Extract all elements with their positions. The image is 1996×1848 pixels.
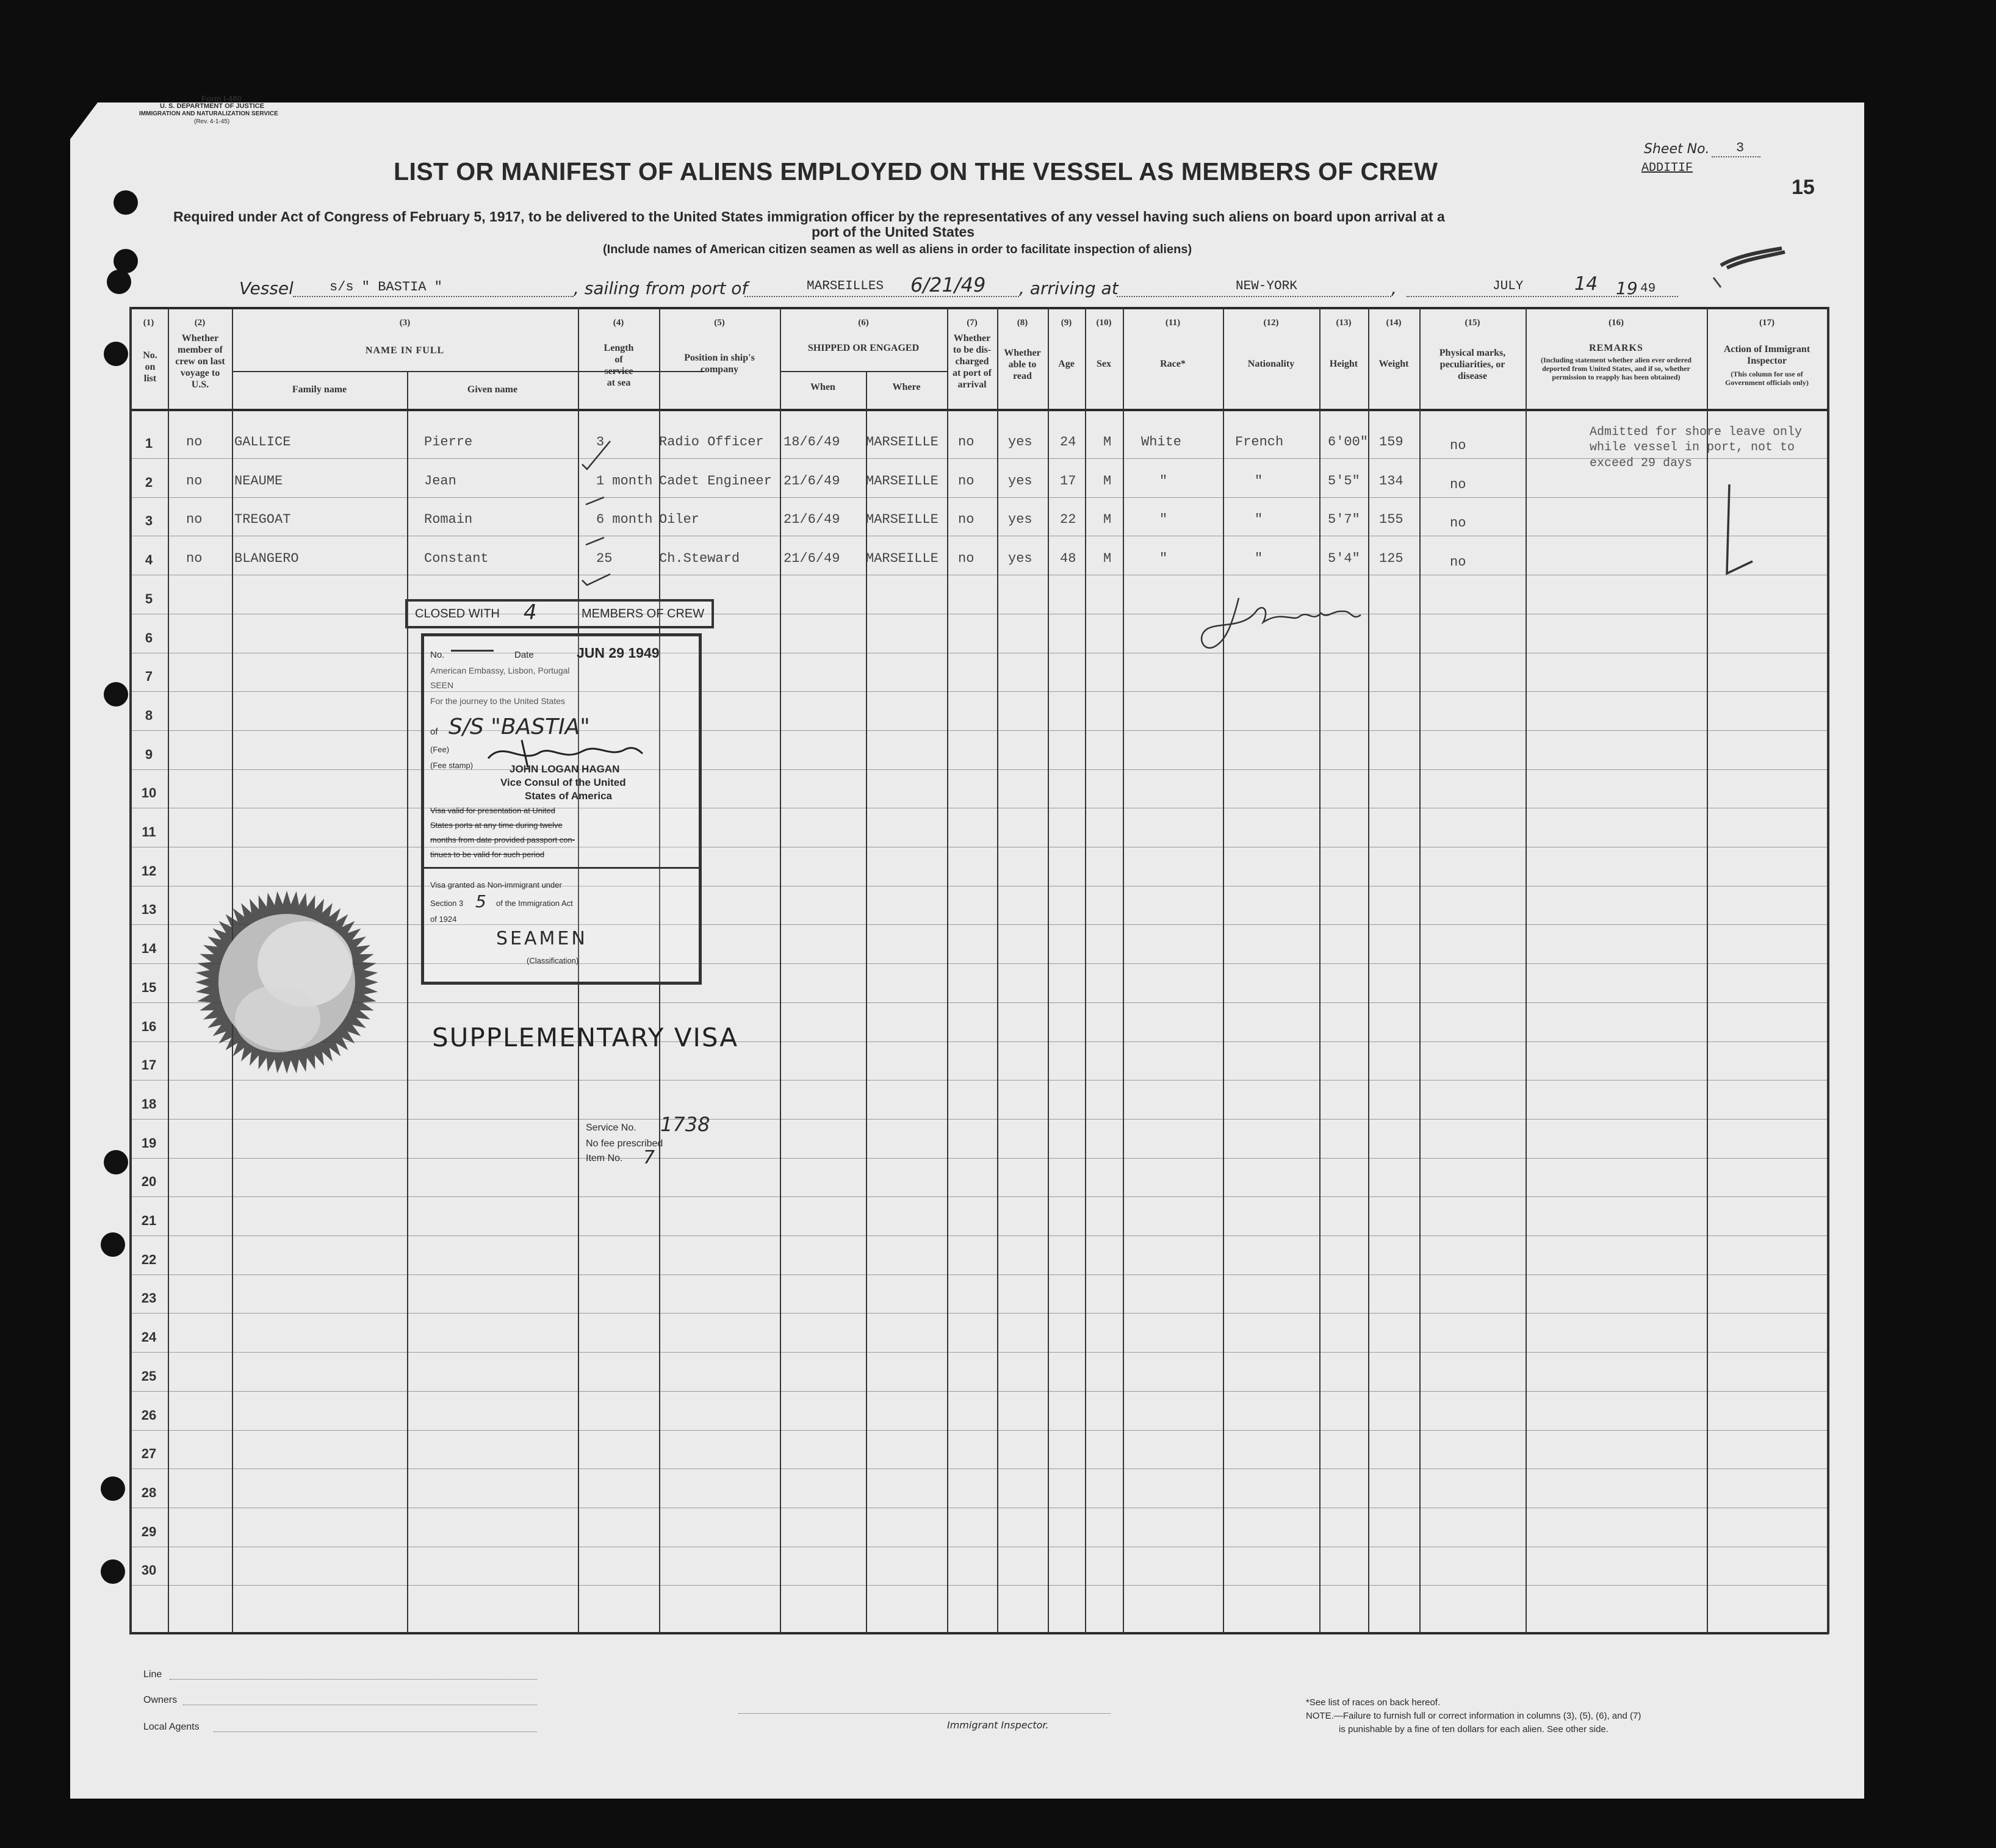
supplementary-visa: SUPPLEMENTARY VISA bbox=[432, 1023, 739, 1052]
row-number: 25 bbox=[141, 1368, 157, 1384]
crew-length-of-service: 6 month bbox=[596, 512, 653, 528]
additif-mark: ADDITIF bbox=[1641, 161, 1693, 175]
visa-valid-4: tinues to be valid for such period bbox=[430, 850, 545, 859]
crew-shipped-when: 21/6/49 bbox=[784, 473, 840, 489]
item-value: 7 bbox=[643, 1147, 655, 1168]
table-bottom-rule bbox=[129, 1632, 1829, 1634]
crew-given-name: Pierre bbox=[424, 434, 473, 450]
table-top-rule bbox=[129, 307, 1829, 309]
crew-discharged: no bbox=[958, 551, 975, 567]
col-num: (11) bbox=[1165, 318, 1181, 328]
remarks-stamp-line-3: exceed 29 days bbox=[1590, 456, 1693, 470]
service-value: 1738 bbox=[660, 1113, 710, 1136]
crew-able-to-read: yes bbox=[1008, 473, 1032, 489]
consul-country: States of America bbox=[525, 790, 612, 802]
port-value: MARSEILLES bbox=[807, 279, 884, 293]
row-rule bbox=[129, 1235, 1829, 1236]
subheader-rule-shipped bbox=[780, 371, 947, 372]
header-last-voyage: Whether member of crew on last voyage to U.S. bbox=[175, 333, 225, 390]
col-divider bbox=[1707, 307, 1708, 1634]
row-number: 7 bbox=[145, 669, 153, 685]
checkmark-marks bbox=[580, 436, 653, 589]
crew-physical-marks: no bbox=[1450, 476, 1466, 492]
crew-given-name: Romain bbox=[424, 512, 473, 528]
col-num: (16) bbox=[1609, 318, 1624, 328]
row-number: 9 bbox=[145, 746, 153, 762]
crew-sex: M bbox=[1103, 434, 1112, 450]
crew-nationality: " bbox=[1255, 473, 1263, 489]
visa-embassy: American Embassy, Lisbon, Portugal bbox=[430, 666, 570, 675]
footer-owners-label: Owners bbox=[143, 1695, 178, 1705]
col-divider bbox=[1123, 307, 1124, 1634]
sheet-label: Sheet No. bbox=[1644, 142, 1710, 157]
vessel-value: s/s " BASTIA " bbox=[330, 279, 442, 295]
port-date-handwritten: 6/21/49 bbox=[910, 273, 986, 297]
row-number: 29 bbox=[141, 1523, 157, 1539]
header-age: Age bbox=[1058, 359, 1075, 369]
crew-age: 48 bbox=[1060, 551, 1076, 567]
row-number: 10 bbox=[141, 785, 157, 801]
sheet-value: 3 bbox=[1736, 140, 1745, 156]
row-number: 23 bbox=[141, 1290, 157, 1306]
visa-granted-1: Visa granted as Non-immigrant under bbox=[430, 880, 562, 890]
crew-position: Ch.Steward bbox=[659, 551, 740, 567]
row-rule bbox=[129, 1158, 1829, 1159]
crew-shipped-when: 18/6/49 bbox=[784, 434, 840, 450]
row-number: 20 bbox=[141, 1174, 157, 1190]
header-where: Where bbox=[892, 382, 921, 392]
agency-line-2: IMMIGRATION AND NATURALIZATION SERVICE bbox=[139, 110, 278, 117]
visa-date-label: Date bbox=[514, 650, 534, 660]
date-comma: , bbox=[1391, 278, 1397, 298]
col-num: (17) bbox=[1759, 318, 1774, 328]
row-rule bbox=[129, 1430, 1829, 1431]
crew-weight: 159 bbox=[1379, 434, 1403, 450]
row-number: 12 bbox=[141, 863, 157, 879]
col-divider bbox=[1368, 307, 1369, 1634]
col-num: (13) bbox=[1336, 318, 1352, 328]
row-number: 26 bbox=[141, 1407, 157, 1423]
col-num: (8) bbox=[1017, 318, 1028, 328]
subtitle-requirement: Required under Act of Congress of February 5, 1917, to be delivered to the United States immigration officer by the representatives of any vessel having such aliens on board upon arrival at a bbox=[173, 209, 1445, 225]
visa-date-value: JUN 29 1949 bbox=[577, 645, 660, 661]
row-number: 2 bbox=[145, 474, 153, 490]
crew-race: White bbox=[1141, 434, 1182, 450]
vessel-underline bbox=[293, 296, 574, 297]
crew-physical-marks: no bbox=[1450, 516, 1466, 531]
form-number: Form I-480 bbox=[201, 94, 242, 103]
header-when: When bbox=[810, 382, 835, 392]
punch-hole bbox=[104, 1150, 128, 1174]
visa-granted-3: of the Immigration Act bbox=[496, 899, 573, 908]
closed-with-stamp bbox=[405, 599, 714, 628]
col-divider bbox=[168, 307, 169, 1634]
crew-family-name: NEAUME bbox=[234, 473, 283, 489]
footer-note-races: *See list of races on back hereof. bbox=[1306, 1697, 1441, 1708]
sheet-underline bbox=[1712, 156, 1760, 157]
visa-vessel-handwritten: S/S "BASTIA" bbox=[449, 714, 590, 739]
form-revision: (Rev. 4-1-45) bbox=[194, 118, 230, 125]
col-num: (12) bbox=[1263, 318, 1279, 328]
crew-able-to-read: yes bbox=[1008, 551, 1032, 567]
visa-granted-2: Section 3 bbox=[430, 899, 464, 908]
row-number: 11 bbox=[142, 824, 156, 840]
visa-classification-label: (Classification) bbox=[527, 956, 579, 965]
crew-race: " bbox=[1159, 473, 1168, 489]
closed-with-prefix: CLOSED WITH bbox=[415, 607, 500, 620]
visa-valid-1: Visa valid for presentation at United bbox=[430, 806, 555, 815]
crew-shipped-where: MARSEILLE bbox=[866, 434, 939, 450]
visa-granted-4: of 1924 bbox=[430, 915, 457, 924]
crew-discharged: no bbox=[958, 512, 975, 528]
crew-weight: 155 bbox=[1379, 512, 1403, 528]
row-number: 16 bbox=[141, 1018, 157, 1034]
closed-with-count: 4 bbox=[524, 600, 537, 625]
header-physical-marks: Physical marks, peculiarities, or disease bbox=[1439, 348, 1506, 381]
crew-position: Oiler bbox=[659, 512, 700, 528]
header-given-name: Given name bbox=[467, 384, 518, 395]
header-race: Race* bbox=[1160, 359, 1186, 369]
crew-given-name: Constant bbox=[424, 551, 489, 567]
col-divider bbox=[1419, 307, 1421, 1634]
crew-height: 6'00" bbox=[1328, 434, 1369, 450]
row-rule bbox=[129, 497, 1829, 498]
inspector-signature bbox=[1196, 586, 1391, 677]
crew-sex: M bbox=[1103, 473, 1112, 489]
row-number: 18 bbox=[141, 1096, 157, 1112]
footer-line-label: Line bbox=[143, 1669, 162, 1680]
col-divider bbox=[1319, 307, 1320, 1634]
header-inspector-note: (This column for use of Government officials only) bbox=[1725, 370, 1809, 387]
crew-shipped-where: MARSEILLE bbox=[866, 551, 939, 567]
row-rule bbox=[129, 730, 1829, 731]
header-remarks: REMARKS bbox=[1589, 343, 1643, 353]
item-label: Item No. bbox=[586, 1153, 623, 1163]
header-no-on-list: No. on list bbox=[143, 350, 157, 384]
header-nationality: Nationality bbox=[1247, 359, 1295, 369]
row-number: 24 bbox=[141, 1329, 157, 1345]
header-name-in-full: NAME IN FULL bbox=[365, 345, 445, 356]
consul-name: JOHN LOGAN HAGAN bbox=[510, 763, 620, 775]
punch-hole bbox=[101, 1559, 125, 1584]
row-rule bbox=[129, 1313, 1829, 1314]
arrival-year-prefix: 19 bbox=[1616, 278, 1638, 298]
crew-discharged: no bbox=[958, 434, 975, 450]
arriving-label: , arriving at bbox=[1019, 278, 1119, 298]
crew-shipped-where: MARSEILLE bbox=[866, 473, 939, 489]
punch-hole bbox=[104, 682, 128, 706]
crew-shipped-when: 21/6/49 bbox=[784, 551, 840, 567]
header-height: Height bbox=[1329, 359, 1358, 369]
visa-of: of bbox=[430, 727, 438, 737]
crew-race: " bbox=[1159, 551, 1168, 567]
row-rule bbox=[129, 1352, 1829, 1353]
no-fee-line: No fee prescribed bbox=[586, 1138, 663, 1149]
crew-position: Cadet Engineer bbox=[659, 473, 772, 489]
col-num: (9) bbox=[1061, 318, 1072, 328]
crew-height: 5'4" bbox=[1328, 551, 1360, 567]
header-position: Position in ship's company bbox=[684, 353, 755, 375]
crew-position: Radio Officer bbox=[659, 434, 764, 450]
remarks-stamp-line-2: while vessel in port, not to bbox=[1590, 440, 1795, 455]
row-number: 13 bbox=[141, 902, 157, 918]
crew-last-voyage: no bbox=[186, 551, 203, 567]
crew-length-of-service: 3 bbox=[596, 434, 605, 450]
footer-note-fine: NOTE.—Failure to furnish full or correct information in columns (3), (5), (6), and (7) bbox=[1306, 1711, 1641, 1721]
crew-able-to-read: yes bbox=[1008, 512, 1032, 528]
crew-sex: M bbox=[1103, 551, 1112, 567]
col-num: (15) bbox=[1465, 318, 1480, 328]
col-divider bbox=[1048, 307, 1049, 1634]
col-num: (14) bbox=[1386, 318, 1402, 328]
header-bottom-rule bbox=[129, 409, 1829, 411]
crew-physical-marks: no bbox=[1450, 438, 1466, 453]
punch-hole bbox=[101, 1476, 125, 1501]
crew-given-name: Jean bbox=[424, 473, 456, 489]
row-rule bbox=[129, 458, 1829, 459]
crew-weight: 134 bbox=[1379, 473, 1403, 489]
crew-age: 22 bbox=[1060, 512, 1076, 528]
arrival-month: JULY bbox=[1493, 279, 1524, 293]
col-num: (1) bbox=[143, 318, 154, 328]
visa-valid-2: States ports at any time during twelve bbox=[430, 821, 563, 830]
col-divider bbox=[997, 307, 998, 1634]
col-divider bbox=[1085, 307, 1086, 1634]
visa-seen: SEEN bbox=[430, 680, 454, 690]
crew-length-of-service: 1 month bbox=[596, 473, 653, 489]
footer-line-underline bbox=[170, 1679, 537, 1680]
crew-last-voyage: no bbox=[186, 473, 203, 489]
crew-sex: M bbox=[1103, 512, 1112, 528]
row-rule bbox=[129, 1391, 1829, 1392]
visa-granted-section: 5 bbox=[475, 891, 486, 911]
row-rule bbox=[129, 769, 1829, 770]
header-weight: Weight bbox=[1378, 359, 1409, 369]
header-length-of-service: Length of service at sea bbox=[603, 343, 634, 388]
subtitle-port: port of the United States bbox=[812, 224, 975, 240]
punch-hole bbox=[104, 342, 128, 366]
crew-family-name: GALLICE bbox=[234, 434, 291, 450]
row-number: 1 bbox=[145, 436, 153, 451]
row-number: 17 bbox=[141, 1057, 157, 1073]
col-divider bbox=[780, 307, 781, 1634]
col-num: (2) bbox=[194, 318, 206, 328]
row-number: 30 bbox=[141, 1562, 157, 1578]
arrival-year-suffix: 49 bbox=[1640, 282, 1656, 296]
row-number: 3 bbox=[145, 513, 153, 529]
row-rule bbox=[129, 691, 1829, 692]
closed-with-suffix: MEMBERS OF CREW bbox=[582, 607, 705, 620]
row-number: 21 bbox=[141, 1213, 157, 1228]
row-number: 14 bbox=[141, 941, 157, 957]
visa-no-label: No. bbox=[430, 650, 445, 660]
visa-fee-stamp: (Fee stamp) bbox=[430, 761, 474, 770]
row-number: 15 bbox=[141, 979, 157, 995]
visa-no-line bbox=[451, 650, 494, 652]
col-num: (5) bbox=[714, 318, 725, 328]
col-num: (4) bbox=[613, 318, 624, 328]
row-number: 22 bbox=[141, 1251, 157, 1267]
embossed-seal bbox=[177, 879, 409, 1080]
header-shipped-engaged: SHIPPED OR ENGAGED bbox=[807, 343, 920, 353]
visa-valid-3: months from date provided passport con- bbox=[430, 835, 575, 844]
header-discharged: Whether to be dis-charged at port of arrival bbox=[953, 333, 992, 390]
punch-hole bbox=[113, 190, 138, 215]
row-number: 19 bbox=[141, 1135, 157, 1151]
punch-hole bbox=[101, 1232, 125, 1257]
vessel-label: Vessel bbox=[239, 278, 294, 298]
crew-age: 17 bbox=[1060, 473, 1076, 489]
crew-family-name: TREGOAT bbox=[234, 512, 291, 528]
subtitle-include: (Include names of American citizen seamen as well as aliens in order to facilitate inspection of aliens) bbox=[603, 243, 1192, 256]
consul-title: Vice Consul of the United bbox=[500, 777, 626, 788]
inspector-pen-mark bbox=[1721, 482, 1770, 592]
row-number: 6 bbox=[145, 630, 153, 645]
crew-length-of-service: 25 bbox=[596, 551, 613, 567]
remarks-stamp-line-1: Admitted for shore leave only bbox=[1590, 425, 1803, 439]
crew-height: 5'7" bbox=[1328, 512, 1360, 528]
crew-last-voyage: no bbox=[186, 512, 203, 528]
footer-inspector-underline bbox=[738, 1713, 1111, 1714]
crew-height: 5'5" bbox=[1328, 473, 1360, 489]
agency-line-1: U. S. DEPARTMENT OF JUSTICE bbox=[160, 102, 264, 110]
crew-family-name: BLANGERO bbox=[234, 551, 299, 567]
row-rule bbox=[129, 1119, 1829, 1120]
crew-physical-marks: no bbox=[1450, 555, 1466, 570]
crew-discharged: no bbox=[958, 473, 975, 489]
footer-agents-underline bbox=[214, 1731, 537, 1732]
row-number: 8 bbox=[145, 707, 153, 723]
col-num: (10) bbox=[1096, 318, 1112, 328]
col-divider bbox=[1526, 307, 1527, 1634]
row-rule bbox=[129, 1585, 1829, 1586]
visa-journey: For the journey to the United States bbox=[430, 696, 566, 706]
crew-last-voyage: no bbox=[186, 434, 203, 450]
footer-note-fine-cont: is punishable by a fine of ten dollars for each alien. See other side. bbox=[1339, 1724, 1609, 1735]
col-divider bbox=[1827, 307, 1829, 1634]
footer-inspector-label: Immigrant Inspector. bbox=[947, 1719, 1049, 1731]
row-number: 27 bbox=[141, 1446, 157, 1462]
header-able-to-read: Whether able to read bbox=[1004, 348, 1041, 381]
arrival-day-handwritten: 14 bbox=[1574, 273, 1598, 295]
crew-race: " bbox=[1159, 512, 1168, 528]
visa-stamp bbox=[421, 633, 702, 985]
col-divider bbox=[129, 307, 132, 1634]
crew-able-to-read: yes bbox=[1008, 434, 1032, 450]
visa-fee-label: (Fee) bbox=[430, 745, 450, 754]
crew-nationality: " bbox=[1255, 551, 1263, 567]
col-num: (3) bbox=[399, 318, 411, 328]
col-divider bbox=[1223, 307, 1224, 1634]
row-number: 28 bbox=[141, 1484, 157, 1500]
arriving-underline bbox=[1117, 296, 1391, 297]
row-number: 4 bbox=[145, 552, 153, 568]
crew-shipped-where: MARSEILLE bbox=[866, 512, 939, 528]
sailing-label: , sailing from port of bbox=[574, 278, 748, 298]
header-remarks-note: (Including statement whether alien ever ordered deported from United States, and if so, whether permission to reapply has been obtained) bbox=[1541, 356, 1692, 381]
service-label: Service No. bbox=[586, 1123, 636, 1133]
footer-agents-label: Local Agents bbox=[143, 1722, 200, 1732]
punch-hole bbox=[107, 270, 131, 294]
form-title: LIST OR MANIFEST OF ALIENS EMPLOYED ON THE VESSEL AS MEMBERS OF CREW bbox=[394, 157, 1438, 185]
visa-classification: SEAMEN bbox=[496, 928, 588, 949]
scribble-mark bbox=[1709, 241, 1794, 290]
arriving-value: NEW-YORK bbox=[1236, 279, 1297, 293]
crew-shipped-when: 21/6/49 bbox=[784, 512, 840, 528]
crew-nationality: French bbox=[1235, 434, 1284, 450]
header-family-name: Family name bbox=[292, 384, 347, 395]
crew-age: 24 bbox=[1060, 434, 1076, 450]
col-num: (7) bbox=[967, 318, 978, 328]
visa-divider bbox=[424, 867, 699, 869]
row-rule bbox=[129, 1196, 1829, 1197]
header-sex: Sex bbox=[1097, 359, 1111, 369]
col-num: (6) bbox=[858, 318, 869, 328]
col-divider bbox=[947, 307, 948, 1634]
crew-nationality: " bbox=[1255, 512, 1263, 528]
page-number: 15 bbox=[1792, 176, 1815, 199]
crew-weight: 125 bbox=[1379, 551, 1403, 567]
header-inspector-action: Action of Immigrant Inspector bbox=[1723, 344, 1810, 366]
row-number: 5 bbox=[145, 591, 153, 606]
